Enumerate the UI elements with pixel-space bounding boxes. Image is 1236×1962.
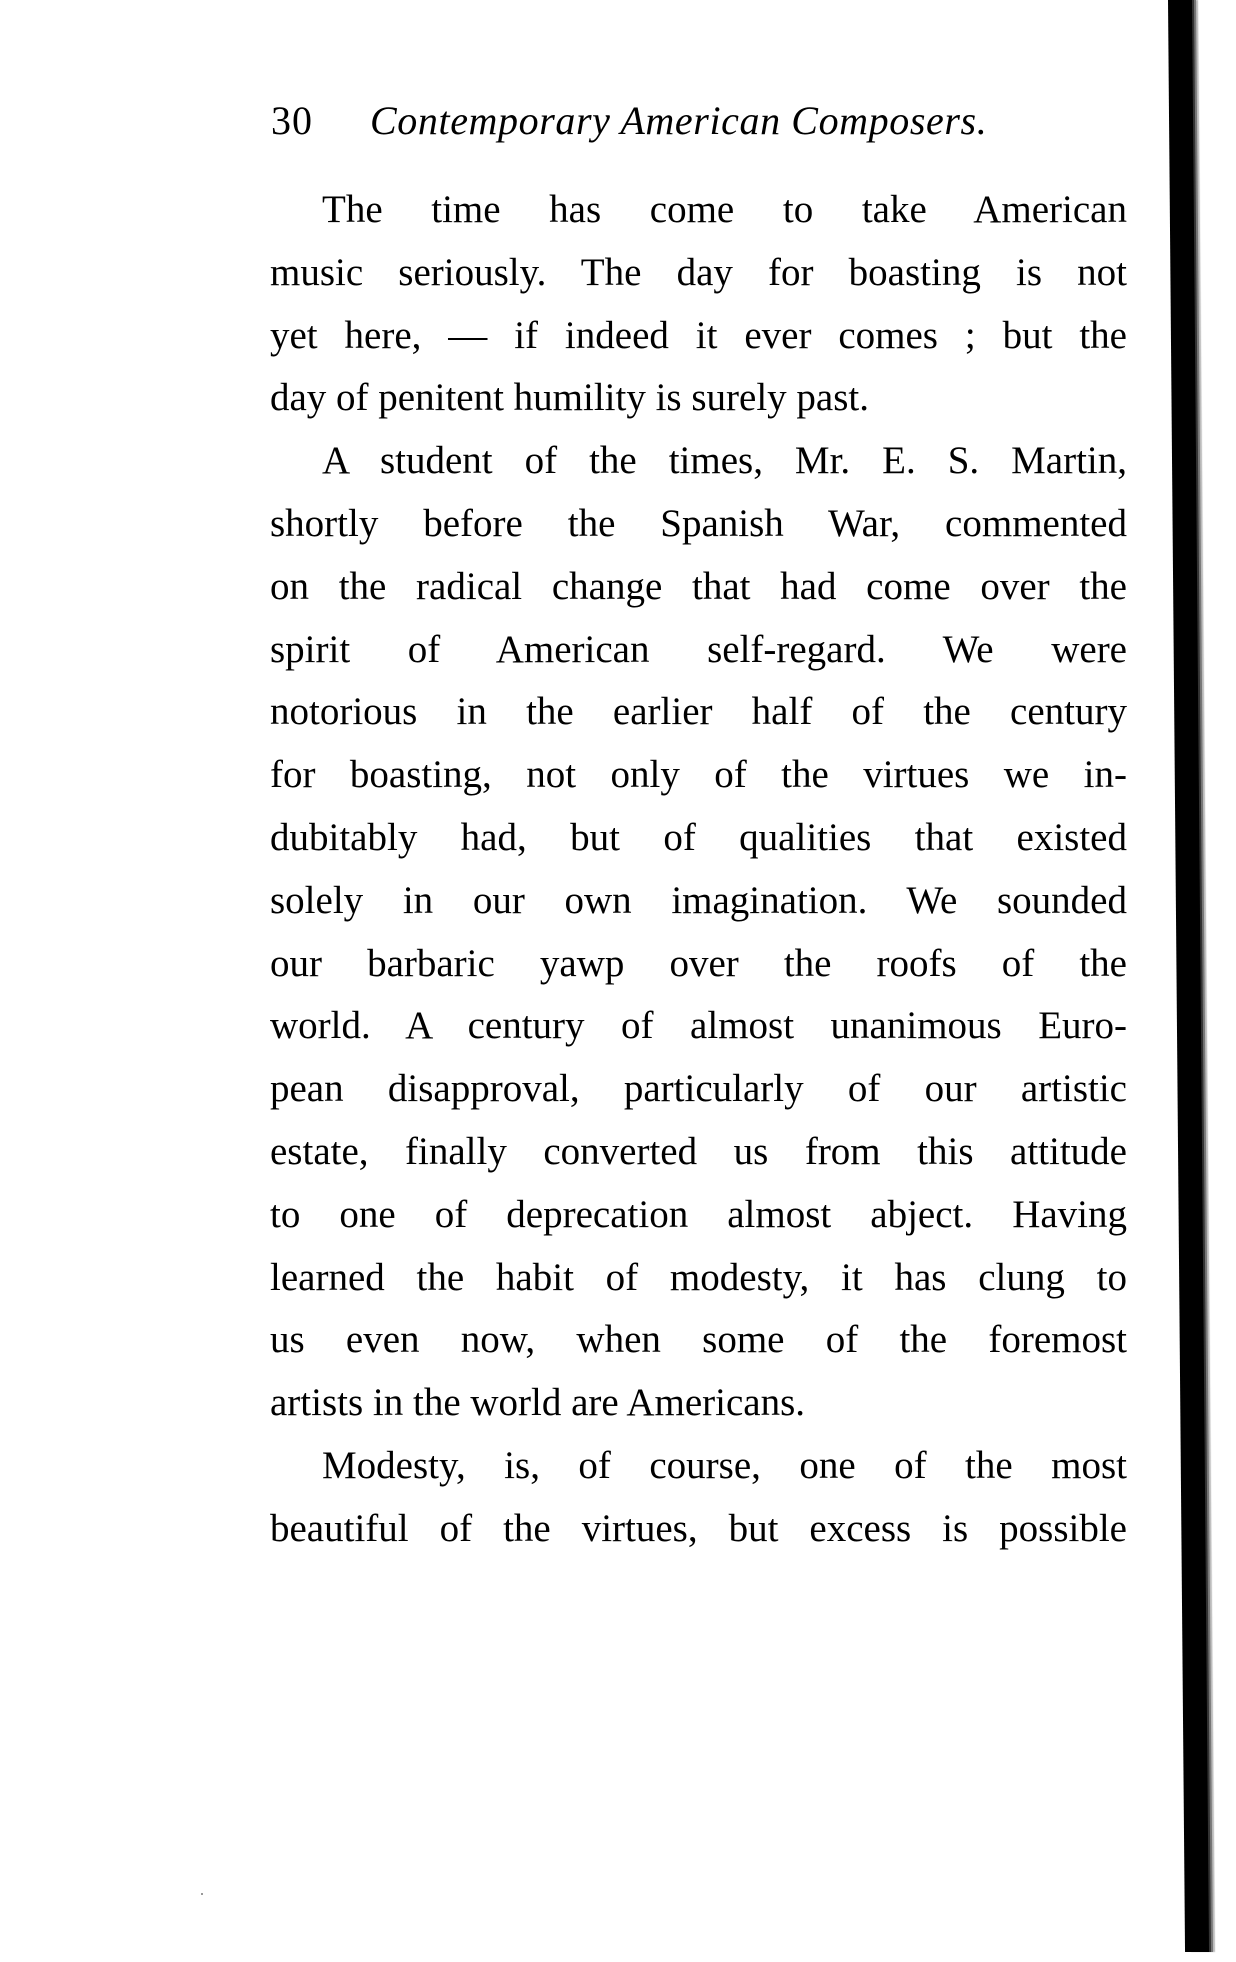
text-line: spirit of American self-regard. We were <box>270 627 1127 671</box>
text-line: Modesty, is, of course, one of the most <box>322 1443 1127 1487</box>
text-line: for boasting, not only of the virtues we in- <box>270 753 1127 797</box>
text-line: solely in our own imagination. We sounded <box>270 878 1127 922</box>
text-line: us even now, when some of the foremost <box>270 1318 1127 1362</box>
text-line: our barbaric yawp over the roofs of the <box>270 941 1127 985</box>
body-text <box>270 179 1127 1561</box>
text-line: day of penitent humility is surely past. <box>270 376 869 420</box>
text-line: learned the habit of modesty, it has clung to <box>270 1255 1127 1299</box>
text-line: artists in the world are Americans. <box>270 1381 806 1425</box>
text-line: The time has come to take American <box>322 188 1127 231</box>
text-line: yet here, — if indeed it ever comes ; but the <box>270 313 1127 357</box>
text-line: pean disapproval, particularly of our artistic <box>270 1067 1127 1111</box>
text-line: estate, finally converted us from this attitude <box>270 1129 1127 1173</box>
text-line: A student of the times, Mr. E. S. Martin, <box>322 439 1127 483</box>
text-line: to one of deprecation almost abject. Having <box>270 1192 1127 1236</box>
scan-speck <box>201 1893 203 1895</box>
running-head <box>271 92 1031 152</box>
scanned-spine-edge <box>1168 0 1209 1952</box>
text-line: beautiful of the virtues, but excess is possible <box>270 1506 1127 1550</box>
running-title: Contemporary American Composers. <box>370 98 988 143</box>
text-line: shortly before the Spanish War, commented <box>270 501 1127 545</box>
text-line: dubitably had, but of qualities that existed <box>270 815 1127 859</box>
text-line: music seriously. The day for boasting is not <box>270 250 1127 294</box>
text-line: on the radical change that had come over the <box>270 564 1127 608</box>
page-number: 30 <box>271 98 313 143</box>
text-line: world. A century of almost unanimous Euro- <box>270 1004 1127 1048</box>
text-line: notorious in the earlier half of the century <box>270 690 1127 734</box>
